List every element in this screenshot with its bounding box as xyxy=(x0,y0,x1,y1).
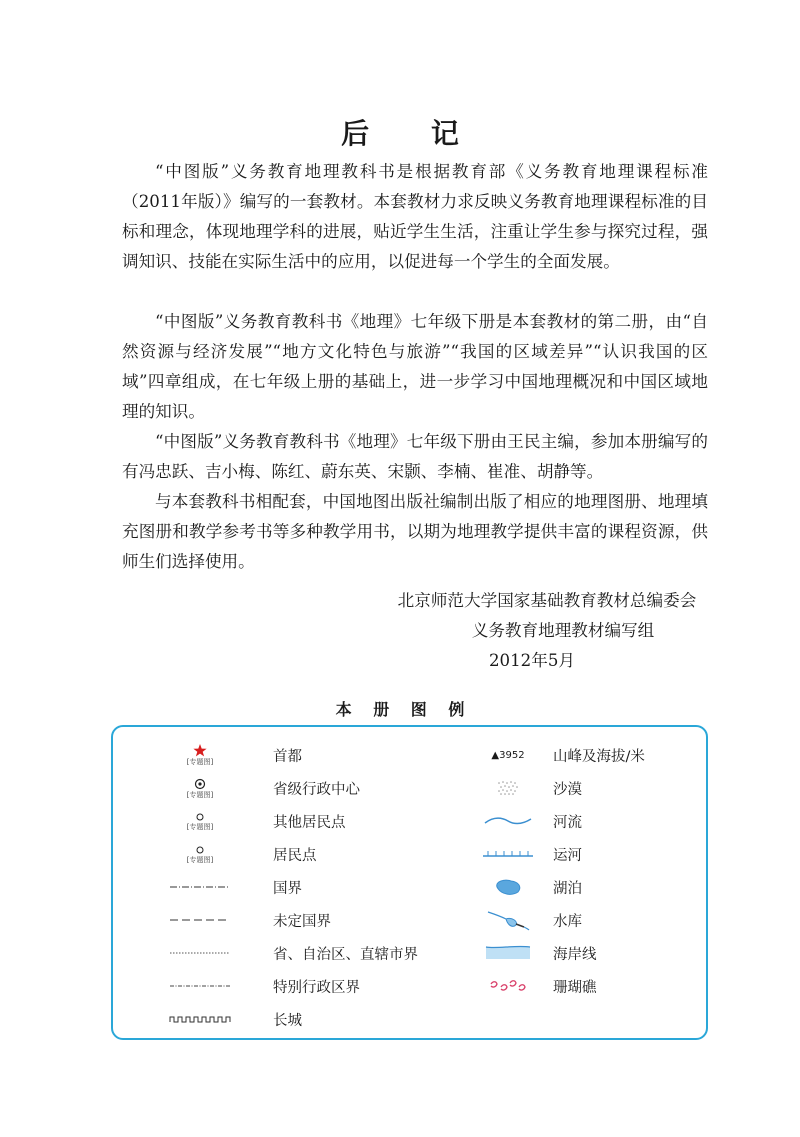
legend-label: 省、自治区、直辖市界 xyxy=(273,947,418,963)
great-wall-line xyxy=(155,1005,245,1033)
undetermined-border-line xyxy=(155,906,245,934)
reservoir-icon xyxy=(463,906,553,934)
legend-label: 水库 xyxy=(553,914,582,930)
legend-item-capital xyxy=(155,741,415,769)
legend-label: 珊瑚礁 xyxy=(553,980,597,996)
legend-label: 湖泊 xyxy=(553,881,582,897)
legend-item-river xyxy=(463,807,703,835)
signature-group: 义务教育地理教材编写组 xyxy=(471,621,655,640)
peak-icon: ▲3952 xyxy=(491,749,525,761)
legend-label: 运河 xyxy=(553,848,582,864)
desert-icon xyxy=(463,774,553,802)
legend-label: 特别行政区界 xyxy=(273,980,360,996)
legend-label: 省级行政中心 xyxy=(273,782,360,798)
legend-label: 海岸线 xyxy=(553,947,597,963)
coastline-icon xyxy=(463,939,553,967)
legend-item-peak xyxy=(463,741,703,769)
legend-item-lake xyxy=(463,873,703,901)
legend-item-sar-border xyxy=(155,972,415,1000)
capital-star-icon: [专题图] xyxy=(155,741,245,769)
signature-date: 2012年5月 xyxy=(489,651,575,670)
legend-item-reservoir xyxy=(463,906,703,934)
legend-label: 国界 xyxy=(273,881,302,897)
legend-item-national-border xyxy=(155,873,415,901)
page-title: 后 记 xyxy=(341,117,485,150)
legend-label: 居民点 xyxy=(273,848,317,864)
legend-box xyxy=(111,725,708,1040)
legend-item-great-wall xyxy=(155,1005,415,1033)
legend-label: 山峰及海拔/米 xyxy=(553,749,645,765)
legend-item-settlement xyxy=(155,840,415,868)
legend-item-provincial-border xyxy=(155,939,455,967)
legend-label: 首都 xyxy=(273,749,302,765)
legend-item-undetermined-border xyxy=(155,906,415,934)
canal-icon xyxy=(463,840,553,868)
legend-item-other-settlement xyxy=(155,807,415,835)
signature-org: 北京师范大学国家基础教育教材总编委会 xyxy=(397,591,697,610)
other-settlement-icon: [专题图] xyxy=(155,807,245,835)
coral-reef-icon xyxy=(463,972,553,1000)
legend-label: 河流 xyxy=(553,815,582,831)
paragraph-2: “中图版”义务教育教科书《地理》七年级下册是本套教材的第二册，由“自然资源与经济发展”“地方文化特色与旅游”“我国的区域差异”“认识我国的区域”四章组成，在七年级上册的基础上，进一步学习中国地理概况和中国区域地理的知识。 xyxy=(122,312,708,421)
legend-title: 本 册 图 例 xyxy=(335,700,473,719)
lake-icon xyxy=(463,873,553,901)
paragraph-3: “中图版”义务教育教科书《地理》七年级下册由王民主编，参加本册编写的有冯忠跃、吉小梅、陈红、蔚东英、宋颢、李楠、崔准、胡静等。 xyxy=(122,432,708,481)
legend-label: 长城 xyxy=(273,1013,302,1029)
paragraph-4: 与本套教科书相配套，中国地图出版社编制出版了相应的地理图册、地理填充图册和教学参考书等多种教学用书，以期为地理教学提供丰富的课程资源，供师生们选择使用。 xyxy=(122,492,708,571)
legend-label: 其他居民点 xyxy=(273,815,346,831)
provincial-center-icon: [专题图] xyxy=(155,774,245,802)
legend-label: 未定国界 xyxy=(273,914,331,930)
legend-item-desert xyxy=(463,774,703,802)
legend-label: 沙漠 xyxy=(553,782,582,798)
legend-item-provincial-center xyxy=(155,774,415,802)
national-border-line xyxy=(155,873,245,901)
sar-border-line xyxy=(155,972,245,1000)
legend-item-coastline xyxy=(463,939,703,967)
legend-item-coral-reef xyxy=(463,972,703,1000)
river-icon xyxy=(463,807,553,835)
paragraph-1: “中图版”义务教育地理教科书是根据教育部《义务教育地理课程标准（2011年版）》编写的一套教材。本套教材力求反映义务教育地理课程标准的目标和理念，体现地理学科的进展，贴近学生生活，注重让学生参与探究过程，强调知识、技能在实际生活中的应用，以促进每一个学生的全面发展。 xyxy=(122,162,708,271)
provincial-border-line xyxy=(155,939,245,967)
legend-item-canal xyxy=(463,840,703,868)
settlement-icon: [专题图] xyxy=(155,840,245,868)
